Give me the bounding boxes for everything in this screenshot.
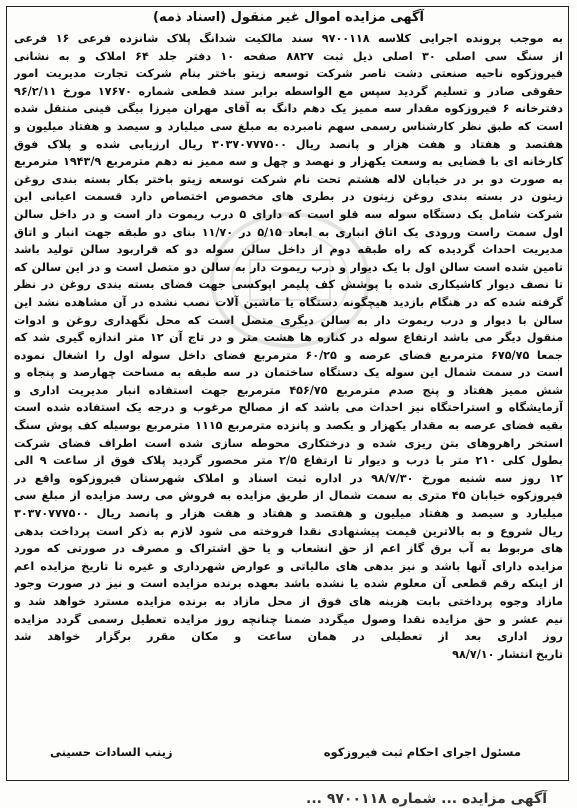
notice-line: آزمایشگاه و استراحتگاه نیز احداث می باشد که از مصالح مرغوب و درجه یک استفاده شده است [14,401,563,415]
notice-line: بطول کلی ۲۱۰ متر با درب و دیوار تا ارتفاع ۲/۵ متر محصور گردید پلاک فوق از ساعت ۹ الی [14,454,563,468]
notice-line: حقوقی صادر و تسلیم گردید سپس مع الواسطه برابر سند قطعی شماره ۱۷۶۷۰ مورخ ۹۶/۲/۱۱ [14,84,563,98]
notice-line: دفترخانه ۶ فیروزکوه مقدار سه ممیز یک دهم دانگ به آقای مهران میرزا بیگی فینی منتقل شده [14,102,563,116]
notice-line: فیروزکوه ناحیه صنعتی دشت ناصر شرکت توسعه زیتو باختر بنام شرکت تجارت مدیریت امور [14,67,563,81]
notice-line: زیتون در بسته بندی روغن زیتون در بطری های مخصوص اختصاص دارد قسمت اعیانی این [14,190,563,204]
notice-line: به موجب پرونده اجرایی کلاسه ۹۷۰۰۱۱۸ سند مالکیت شدانگ پلاک شانزده فرعی ۱۶ فرعی [14,32,563,45]
notice-line: بقیه فضای عرصه به مقدار یکهزار و یکصد و پانزده مترمربع ۱۱۱۵ مترمربع بوسیله کف پوش سنگ [14,419,563,433]
notice-line: جمعا ۶۷۵/۷۵ مترمربع فضای عرصه و ۶۰/۲۵ مترمربع فضای داخل سوله اول را اشغال نموده [14,348,563,362]
notice-line: روز اداری بعد از تعطیلی در همان ساعت و مکان مقرر برگزار خواهد شد [14,630,563,644]
notice-line: ریال شروع و به بالاترین قیمت پیشنهادی نقدا فروخته می شود لازم به ذکر است پرداخت بدهی [14,524,563,538]
notice-line: کارخانه ای با فضایی به وسعت یکهزار و نهصد و چهل و سه ممیز نه دهم مترمربع ۱۹۴۳/۹ مترمربع [14,155,563,169]
notice-line: استخر راهروهای بتن ریزی شده و درختکاری محوطه سازی شده است اطراف فضای شرکت [14,436,563,450]
notice-line: تاریخ انتشار ۹۸/۷/۱۰ [452,647,563,661]
notice-line: میلیارد و سیصد و هفتاد میلیون و هفتصد و هفتاد و هفت هزار و پانصد ریال ۳۰۳۷۰۷۷۷۵۰۰ [14,507,563,521]
signature-block [20,744,557,760]
notice-line: فیروزکوه خیابان ۴۵ متری به سمت شمال از طریق مزایده به فروش می رسد مزایده از مبلغ سی [14,489,563,503]
notice-line: ۱۲ روز سه شنبه مورخ ۹۸/۷/۳۰ در اداره ثبت اسناد و املاک شهرستان فیروزکوه واقع در [14,471,563,485]
notice-line: مزایده دارای آنها باشد و نیز بدهی های مالیاتی و عوارض شهرداری و غیره تا تاریخ مزایده اعم [14,559,563,573]
notice-line: است در سمت شمال این سوله یک دستگاه ساختمان در سه طبقه به مساحت چهارصد و پنجاه و [14,366,563,380]
notice-line: نیم عشر و حق مزایده نقدا وصول میگردد ضمنا چنانچه روز مزایده تعطیل رسمی گردد مزایده [14,612,563,626]
notice-line: به صورت دو بر در خیابان لاله هشتم تحت نام شرکت توسعه زیتو باختر بکار بسته بندی روغن [14,172,563,186]
notice-line: منقول دیگر می باشد ارتفاع سوله در کناره ها هشت متر و در تاج آن ۱۲ متر اندازه گیری شد که [14,331,563,345]
notice-line: شش ممیز هفتاد و پنج صدم مترمربع ۴۵۶/۷۵ مترمربع جهت استفاده انبار مدیریت اداری و [14,383,563,397]
notice-body [14,30,563,663]
notice-line: است که طبق نظر کارشناس رسمی سهم نامبرده به مبلغ سی میلیارد و سیصد و هفتاد میلیون و [14,119,563,133]
next-notice-fragment [0,788,577,808]
notice-line: مدیریت احداث گردیده که راه طبقه دوم از داخل سالن سوله دو که قراربود سالن تولید باشد [14,243,563,257]
notice-line: تا نصف دیوار کاشیکاری شده با پوشش کف پلیمر اپوکسی جهت فضای بسته بندی روغن در نظر [14,278,563,292]
signature-office: مسئول اجرای احکام ثبت فیروزکوه [323,745,521,759]
notice-line: شرکت شامل یک دستگاه سوله سه قلو است که دارای ۵ درب ریموت دار است و در داخل سالن [14,207,563,221]
notice-line: سالن با دیوار و درب ریموت دار به سالن دیگری متصل است که محل نگهداری روغن و ادوات [14,313,563,327]
notice-line: مازاد وجوه پرداختی بابت هزینه های فوق از محل مازاد به برنده مزایده مسترد خواهد شد و [14,595,563,608]
notice-line: گرفته شده که در هنگام بازدید هیچگونه دستگاه یا ماشین آلات نصب نشده در آن مشاهده نشد این [14,295,563,309]
notice-line: های مربوط به آب برق گاز اعم از حق انشعاب و یا حق اشتراک و مصرف در صورتی که مورد [14,542,563,556]
notice-line: هفتصد و هفتاد و هفت هزار و پانصد ریال ۳۰۳۷۰۷۷۷۵۰۰ ریال ارزیابی شده و پلاک فوق [14,137,563,151]
notice-line: از اینکه رقم قطعی آن معلوم شده یا نشده باشد بعهده برنده مزایده است و نیز در صورت وجود [14,577,563,591]
notice-line: از سنگ سی اصلی ۳۰ اصلی ذیل ثبت ۸۸۲۷ صفحه ۱۰ دفتر جلد ۶۴ املاک و به نشانی [14,49,563,63]
notice-line: تامین شده است سالن اول با یک دیوار و درب ریموت دار به سالن دو متصل است و در این سالن که [14,260,563,274]
notice-line: اول سمت راست ورودی یک اتاق انباری به ابعاد ۵/۱۵ در ۱۱/۷۰ بنای دو طبقه جهت انبار و اتاق [14,225,563,239]
notice-title: آگهی مزایده اموال غیر منقول (اسناد ذمه) [153,10,424,25]
next-notice-text: آگهی مزایده ... شماره ۹۷۰۰۱۱۸ ... [306,791,547,807]
signature-person: زینب السادات حسینی [50,745,173,759]
